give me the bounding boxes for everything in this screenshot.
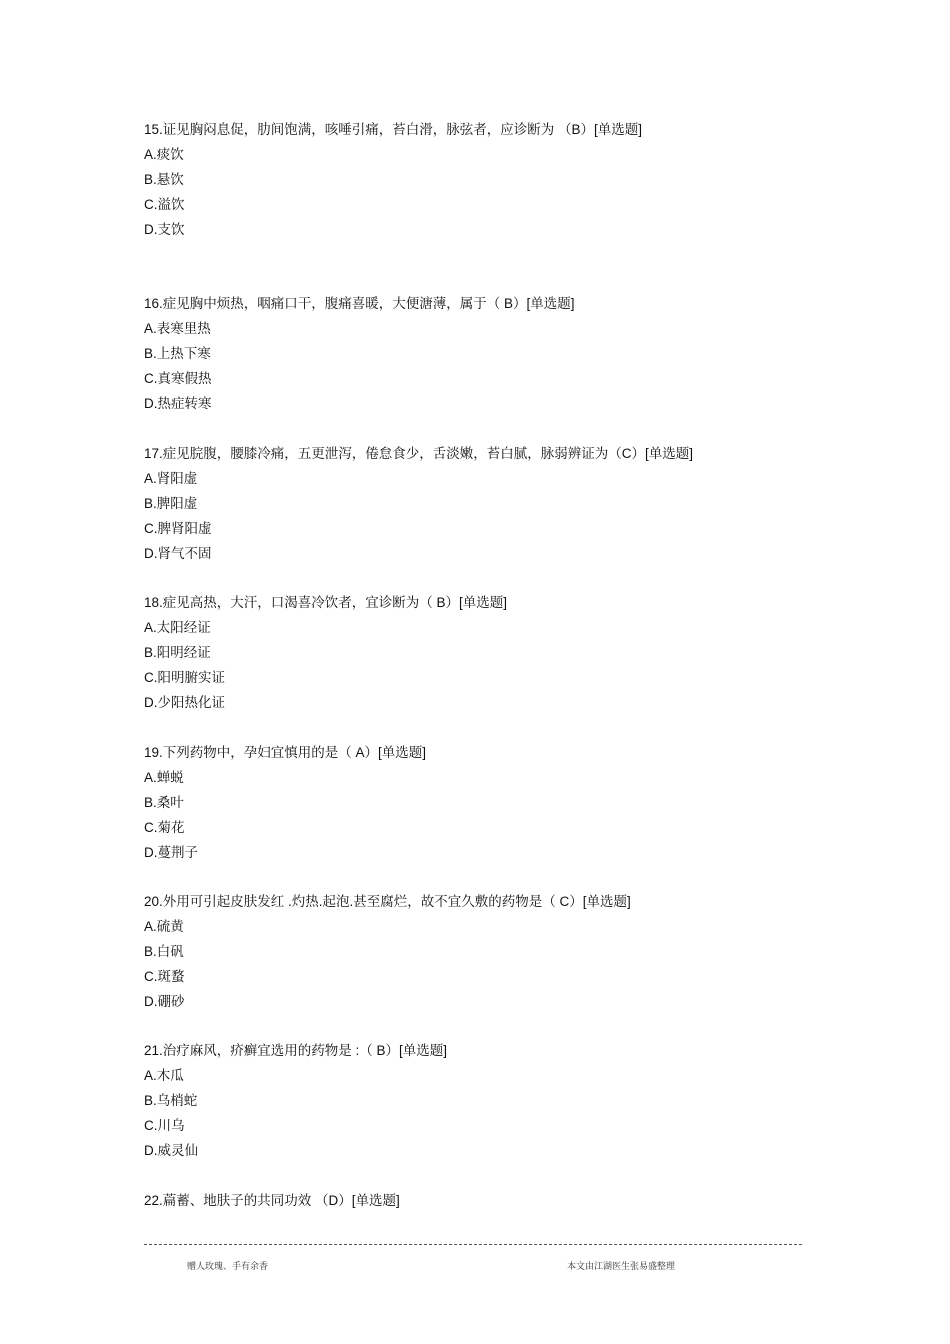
question-17 xyxy=(144,441,814,566)
option-a: A.硫黄 xyxy=(144,919,184,934)
question-15 xyxy=(144,117,814,242)
question-stem: 22.萹蓄、地肤子的共同功效 （D）[单选题] xyxy=(144,1193,400,1208)
option-b: B.乌梢蛇 xyxy=(144,1093,198,1108)
option-c: C.阳明腑实证 xyxy=(144,670,225,685)
footer-divider xyxy=(144,1244,802,1245)
option-b: B.悬饮 xyxy=(144,172,184,187)
option-c: C.川乌 xyxy=(144,1118,185,1133)
option-a: A.肾阳虚 xyxy=(144,471,198,486)
footer-left-text: 赠人玫瑰、手有余香 xyxy=(187,1262,269,1272)
option-a: A.太阳经证 xyxy=(144,620,211,635)
question-stem: 19.下列药物中，孕妇宜慎用的是（ A）[单选题] xyxy=(144,745,427,760)
option-d: D.热症转寒 xyxy=(144,396,212,411)
question-18 xyxy=(144,590,814,715)
question-stem: 18.症见高热，大汗，口渴喜冷饮者，宜诊断为（ B）[单选题] xyxy=(144,595,508,610)
question-stem: 20.外用可引起皮肤发红 .灼热.起泡.甚至腐烂，故不宜久敷的药物是（ C）[单选题] xyxy=(144,894,631,909)
option-a: A.蝉蜕 xyxy=(144,770,184,785)
option-b: B.桑叶 xyxy=(144,795,184,810)
question-stem: 17.症见脘腹，腰膝冷痛，五更泄泻，倦怠食少，舌淡嫩，苔白腻，脉弱辨证为（C）[单选题] xyxy=(144,446,694,461)
question-21 xyxy=(144,1038,814,1163)
option-a: A.痰饮 xyxy=(144,147,184,162)
option-c: C.斑蝥 xyxy=(144,969,185,984)
question-stem: 21.治疗麻风，疥癣宜选用的药物是 :（ B）[单选题] xyxy=(144,1043,448,1058)
option-c: C.溢饮 xyxy=(144,197,185,212)
option-b: B.脾阳虚 xyxy=(144,496,198,511)
option-a: A.表寒里热 xyxy=(144,321,211,336)
option-b: B.上热下寒 xyxy=(144,346,211,361)
option-d: D.支饮 xyxy=(144,222,185,237)
option-c: C.菊花 xyxy=(144,820,185,835)
question-16 xyxy=(144,291,814,416)
option-d: D.蔓荆子 xyxy=(144,845,198,860)
option-d: D.肾气不固 xyxy=(144,546,212,561)
option-a: A.木瓜 xyxy=(144,1068,184,1083)
question-22 xyxy=(144,1188,814,1213)
option-d: D.硼砂 xyxy=(144,994,185,1009)
option-d: D.威灵仙 xyxy=(144,1143,198,1158)
option-b: B.阳明经证 xyxy=(144,645,211,660)
question-stem: 16.症见胸中烦热，咽痛口干，腹痛喜暖，大便溏薄，属于（ B）[单选题] xyxy=(144,296,575,311)
option-c: C.脾肾阳虚 xyxy=(144,521,212,536)
question-19 xyxy=(144,740,814,865)
question-20 xyxy=(144,889,814,1014)
option-d: D.少阳热化证 xyxy=(144,695,225,710)
footer-right-text: 本文由江湖医生张易盛整理 xyxy=(567,1262,676,1272)
option-b: B.白矾 xyxy=(144,944,184,959)
question-stem: 15.证见胸闷息促，肋间饱满，咳唾引痛，苔白滑，脉弦者，应诊断为 （B）[单选题] xyxy=(144,122,643,137)
option-c: C.真寒假热 xyxy=(144,371,212,386)
